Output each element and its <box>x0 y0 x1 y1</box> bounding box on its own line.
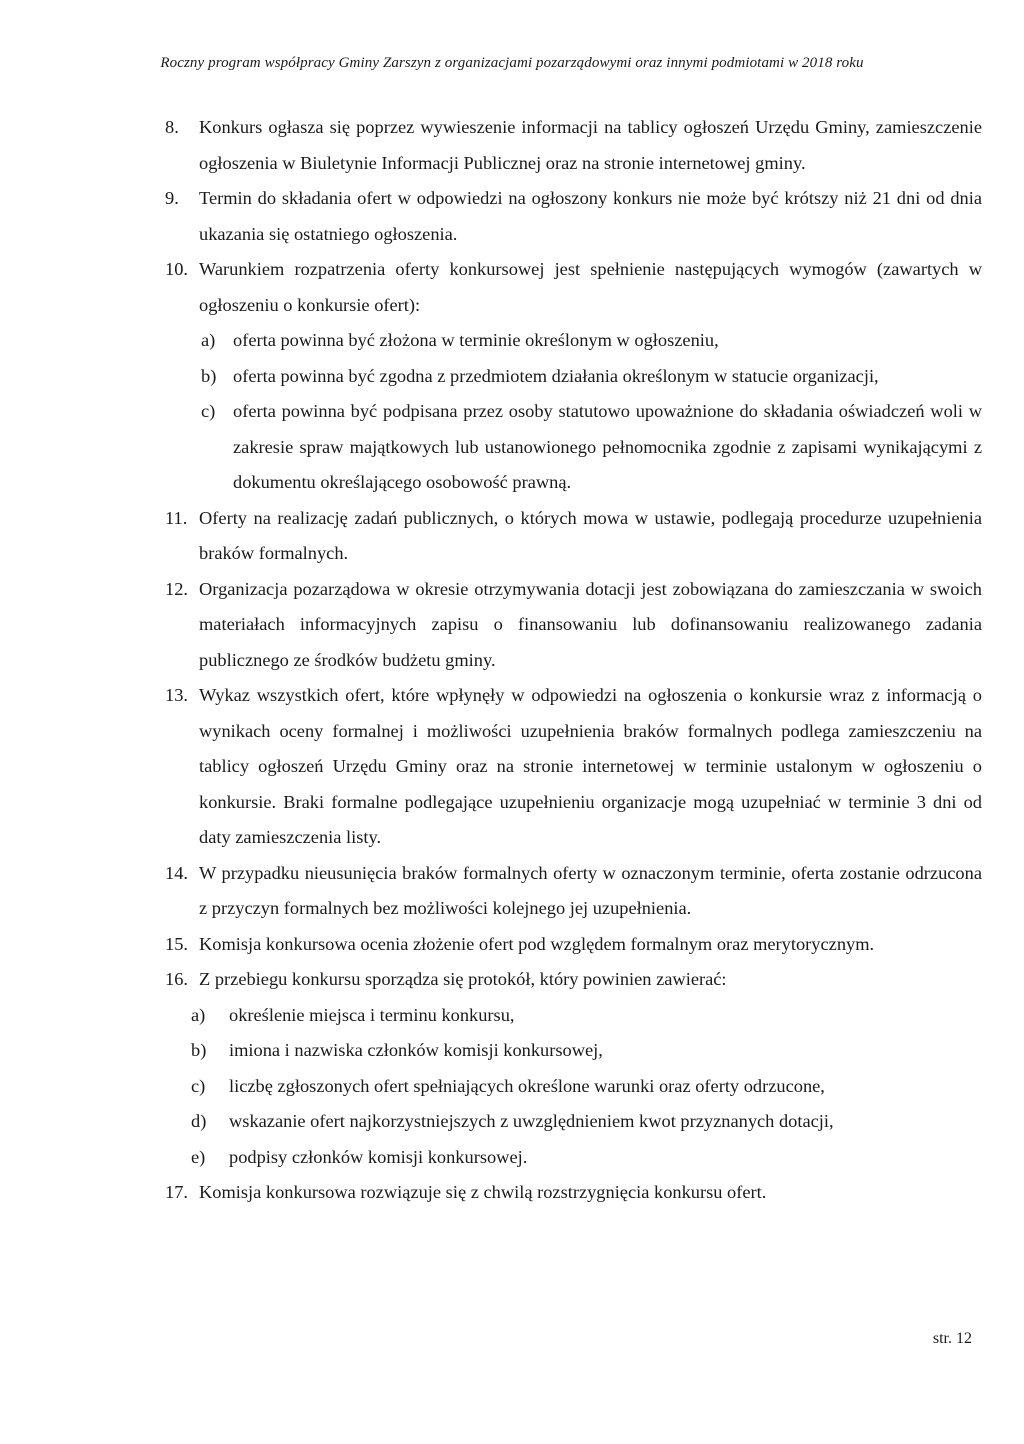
sub-item-label: b) <box>191 1040 207 1060</box>
sub-item-text: wskazanie ofert najkorzystniejszych z uwzględnieniem kwot przyznanych dotacji, <box>229 1111 834 1131</box>
list-item-10 <box>0 252 1024 323</box>
sub-item-label: a) <box>191 1004 206 1025</box>
list-item-11 <box>0 501 1024 572</box>
list-item-15 <box>0 927 1024 963</box>
item-text: Warunkiem rozpatrzenia oferty konkursowej jest spełnienie następujących wymogów (zawartych w ogłoszeniu o konkursie ofert): <box>199 259 982 315</box>
sub-item-label: a) <box>201 330 216 350</box>
item-number: 15. <box>165 933 188 954</box>
list-item-12 <box>0 572 1024 679</box>
sub-item-b <box>0 359 1024 395</box>
item-text: Komisja konkursowa ocenia złożenie ofert pod względem formalnym oraz merytorycznym. <box>199 933 875 954</box>
sub-item-label: c) <box>201 401 216 421</box>
item-text: Komisja konkursowa rozwiązuje się z chwilą rozstrzygnięcia konkursu ofert. <box>199 1182 767 1202</box>
sub-item-label: d) <box>191 1111 207 1131</box>
sub-item-label: e) <box>191 1146 206 1167</box>
item-number: 14. <box>165 862 188 883</box>
sub-item-a <box>0 323 1024 359</box>
list-item-17 <box>0 1175 1024 1211</box>
list-item-9 <box>0 181 1024 252</box>
item-text: W przypadku nieusunięcia braków formalnych oferty w oznaczonym terminie, oferta zostanie odrzucona z przyczyn formalnych bez możliwości kolejnego jej uzupełnienia. <box>199 862 982 918</box>
document-body <box>0 110 1024 1211</box>
sub-item-text: określenie miejsca i terminu konkursu, <box>229 1004 515 1025</box>
item-number: 13. <box>165 685 188 705</box>
sub-item-text: liczbę zgłoszonych ofert spełniających określone warunki oraz oferty odrzucone, <box>229 1075 825 1096</box>
item-text: Oferty na realizację zadań publicznych, o których mowa w ustawie, podlegają procedurze uzupełnienia braków formalnych. <box>199 507 982 563</box>
list-item-14 <box>0 856 1024 927</box>
sub-item-b <box>0 1033 1024 1069</box>
list-item-13 <box>0 678 1024 856</box>
running-header: Roczny program współpracy Gminy Zarszyn z organizacjami pozarządowymi oraz innymi podmiotami w 2018 roku <box>160 55 864 71</box>
sub-list-16 <box>0 998 1024 1176</box>
item-text: Termin do składania ofert w odpowiedzi na ogłoszony konkurs nie może być krótszy niż 21 dni od dnia ukazania się ostatniego ogłoszenia. <box>199 188 982 244</box>
sub-item-d <box>0 1104 1024 1140</box>
list-item-8 <box>0 110 1024 181</box>
item-number: 11. <box>165 507 188 528</box>
sub-item-text: imiona i nazwiska członków komisji konkursowej, <box>229 1040 603 1060</box>
sub-item-c <box>0 394 1024 501</box>
item-number: 9. <box>165 188 179 208</box>
item-text: Konkurs ogłasza się poprzez wywieszenie informacji na tablicy ogłoszeń Urzędu Gminy, zamieszczenie ogłoszenia w Biuletynie Informacji Publicznej oraz na stronie internetowej gminy. <box>199 117 982 173</box>
item-number: 16. <box>165 969 188 989</box>
sub-item-text: podpisy członków komisji konkursowej. <box>229 1146 528 1167</box>
sub-item-label: c) <box>191 1075 206 1096</box>
list-item-16 <box>0 962 1024 998</box>
sub-item-a <box>0 998 1024 1034</box>
page-number: str. 12 <box>932 1330 972 1347</box>
sub-item-text: oferta powinna być złożona w terminie określonym w ogłoszeniu, <box>233 330 719 350</box>
item-text: Z przebiegu konkursu sporządza się protokół, który powinien zawierać: <box>199 969 727 989</box>
item-number: 12. <box>165 578 188 599</box>
item-text: Wykaz wszystkich ofert, które wpłynęły w odpowiedzi na ogłoszenia o konkursie wraz z informacją o wynikach oceny formalnej i możliwości uzupełnienia braków formalnych podlega zamieszczeniu na tablicy ogłoszeń Urzędu Gminy oraz na stronie internetowej w terminie ustalonym w ogłoszeniu o konkursie. Braki formalne podlegające uzupełnieniu organizacje mogą uzupełniać w terminie 3 dni od daty zamieszczenia listy. <box>199 685 982 847</box>
item-text: Organizacja pozarządowa w okresie otrzymywania dotacji jest zobowiązana do zamieszczania w swoich materiałach informacyjnych zapisu o finansowaniu lub dofinansowaniu realizowanego zadania publicznego ze środków budżetu gminy. <box>199 578 982 670</box>
sub-item-c <box>0 1069 1024 1105</box>
item-number: 17. <box>165 1182 188 1202</box>
sub-list-10 <box>0 323 1024 501</box>
sub-item-label: b) <box>201 365 217 386</box>
sub-item-text: oferta powinna być podpisana przez osoby statutowo upoważnione do składania oświadczeń woli w zakresie spraw majątkowych lub ustanowionego pełnomocnika zgodnie z zapisami wynikającymi z dokumentu określającego osobowość prawną. <box>233 401 982 492</box>
item-number: 8. <box>165 117 179 137</box>
item-number: 10. <box>165 259 188 279</box>
sub-item-text: oferta powinna być zgodna z przedmiotem działania określonym w statucie organizacji, <box>233 365 879 386</box>
sub-item-e <box>0 1140 1024 1176</box>
